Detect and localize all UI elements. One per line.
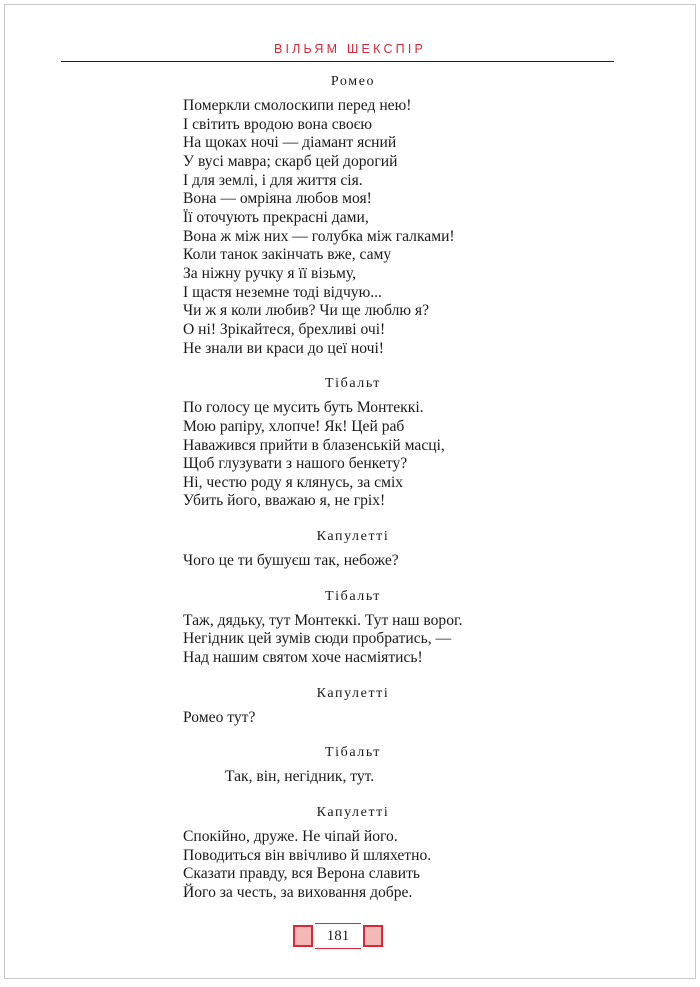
- verse-line: Її оточують прекрасні дами,: [183, 208, 369, 226]
- verse-line: І світить вродою вона своєю: [183, 115, 373, 133]
- speaker-name: Капулетті: [316, 685, 390, 701]
- verse-line: Спокійно, друже. Не чіпай його.: [183, 828, 398, 846]
- verse-line: Поводиться він ввічливо й шляхетно.: [183, 846, 432, 864]
- verse-line: О ні! Зрікайтеся, брехливі очі!: [183, 320, 386, 338]
- verse-line: Негідник цей зумів сюди пробратись, —: [183, 630, 452, 648]
- page-number-ornament-left: [293, 925, 313, 947]
- speaker-name: Тібальт: [324, 588, 382, 604]
- running-header: ВІЛЬЯМ ШЕКСПІР: [273, 42, 427, 56]
- dialogue-block: [183, 586, 543, 668]
- verse-line: Ні, честю роду я клянусь, за сміх: [183, 473, 404, 491]
- speaker-name: Капулетті: [316, 805, 390, 821]
- dialogue-block: [183, 526, 543, 571]
- verse-line: У вусі мавра; скарб цей дорогий: [183, 152, 398, 170]
- header-rule: [61, 61, 614, 62]
- verse-line: Так, він, негідник, тут.: [225, 768, 375, 786]
- verse-line: Чи ж я коли любив? Чи ще люблю я?: [183, 302, 430, 320]
- verse-line: Чого це ти бушуєш так, небоже?: [183, 552, 399, 570]
- verse-line: Його за честь, за виховання добре.: [183, 884, 413, 902]
- page-number-ornament-right: [363, 925, 383, 947]
- dialogue-block: [183, 742, 543, 787]
- speaker-name: Тібальт: [324, 745, 382, 761]
- verse-line: Коли танок закінчать вже, саму: [183, 246, 392, 264]
- verse-line: Померкли смолоскипи перед нею!: [183, 97, 412, 114]
- dialogue-block: [183, 683, 543, 728]
- verse-line: Ромео тут?: [183, 708, 256, 726]
- dialogue-block: [183, 802, 543, 903]
- verse-line: І для землі, і для життя сія.: [183, 171, 363, 189]
- speaker-name: Ромео: [330, 74, 376, 89]
- verse-line: Вона ж між них — голубка між галками!: [183, 227, 455, 245]
- verse-line: Вона — омріяна любов моя!: [183, 190, 372, 208]
- verse-line: Не знали ви краси до цеї ночі!: [183, 339, 384, 357]
- speaker-name: Тібальт: [324, 376, 382, 392]
- dialogue-block: [183, 71, 543, 358]
- verse-line: Наважився прийти в блазенській масці,: [183, 436, 445, 454]
- speaker-name: Капулетті: [316, 529, 390, 545]
- dialogue-block: [183, 373, 543, 511]
- verse-line: Таж, дядьку, тут Монтеккі. Тут наш ворог.: [183, 611, 463, 629]
- page-number: 181: [315, 923, 361, 949]
- page-number-badge: [289, 923, 387, 949]
- verse-line: На щоках ночі — діамант ясний: [183, 134, 397, 152]
- verse-line: Мою рапіру, хлопче! Як! Цей раб: [183, 417, 405, 435]
- verse-line: Убить його, вважаю я, не гріх!: [183, 492, 386, 510]
- verse-line: Сказати правду, вся Верона славить: [183, 865, 421, 883]
- book-page: [4, 4, 696, 979]
- play-text: [183, 71, 543, 918]
- verse-line: Щоб глузувати з нашого бенкету?: [183, 455, 408, 473]
- verse-line: І щастя неземне тоді відчую...: [183, 283, 382, 301]
- verse-line: За ніжну ручку я її візьму,: [183, 264, 357, 282]
- verse-line: Над нашим святом хоче насміятись!: [183, 649, 423, 667]
- verse-line: По голосу це мусить буть Монтеккі.: [183, 399, 424, 417]
